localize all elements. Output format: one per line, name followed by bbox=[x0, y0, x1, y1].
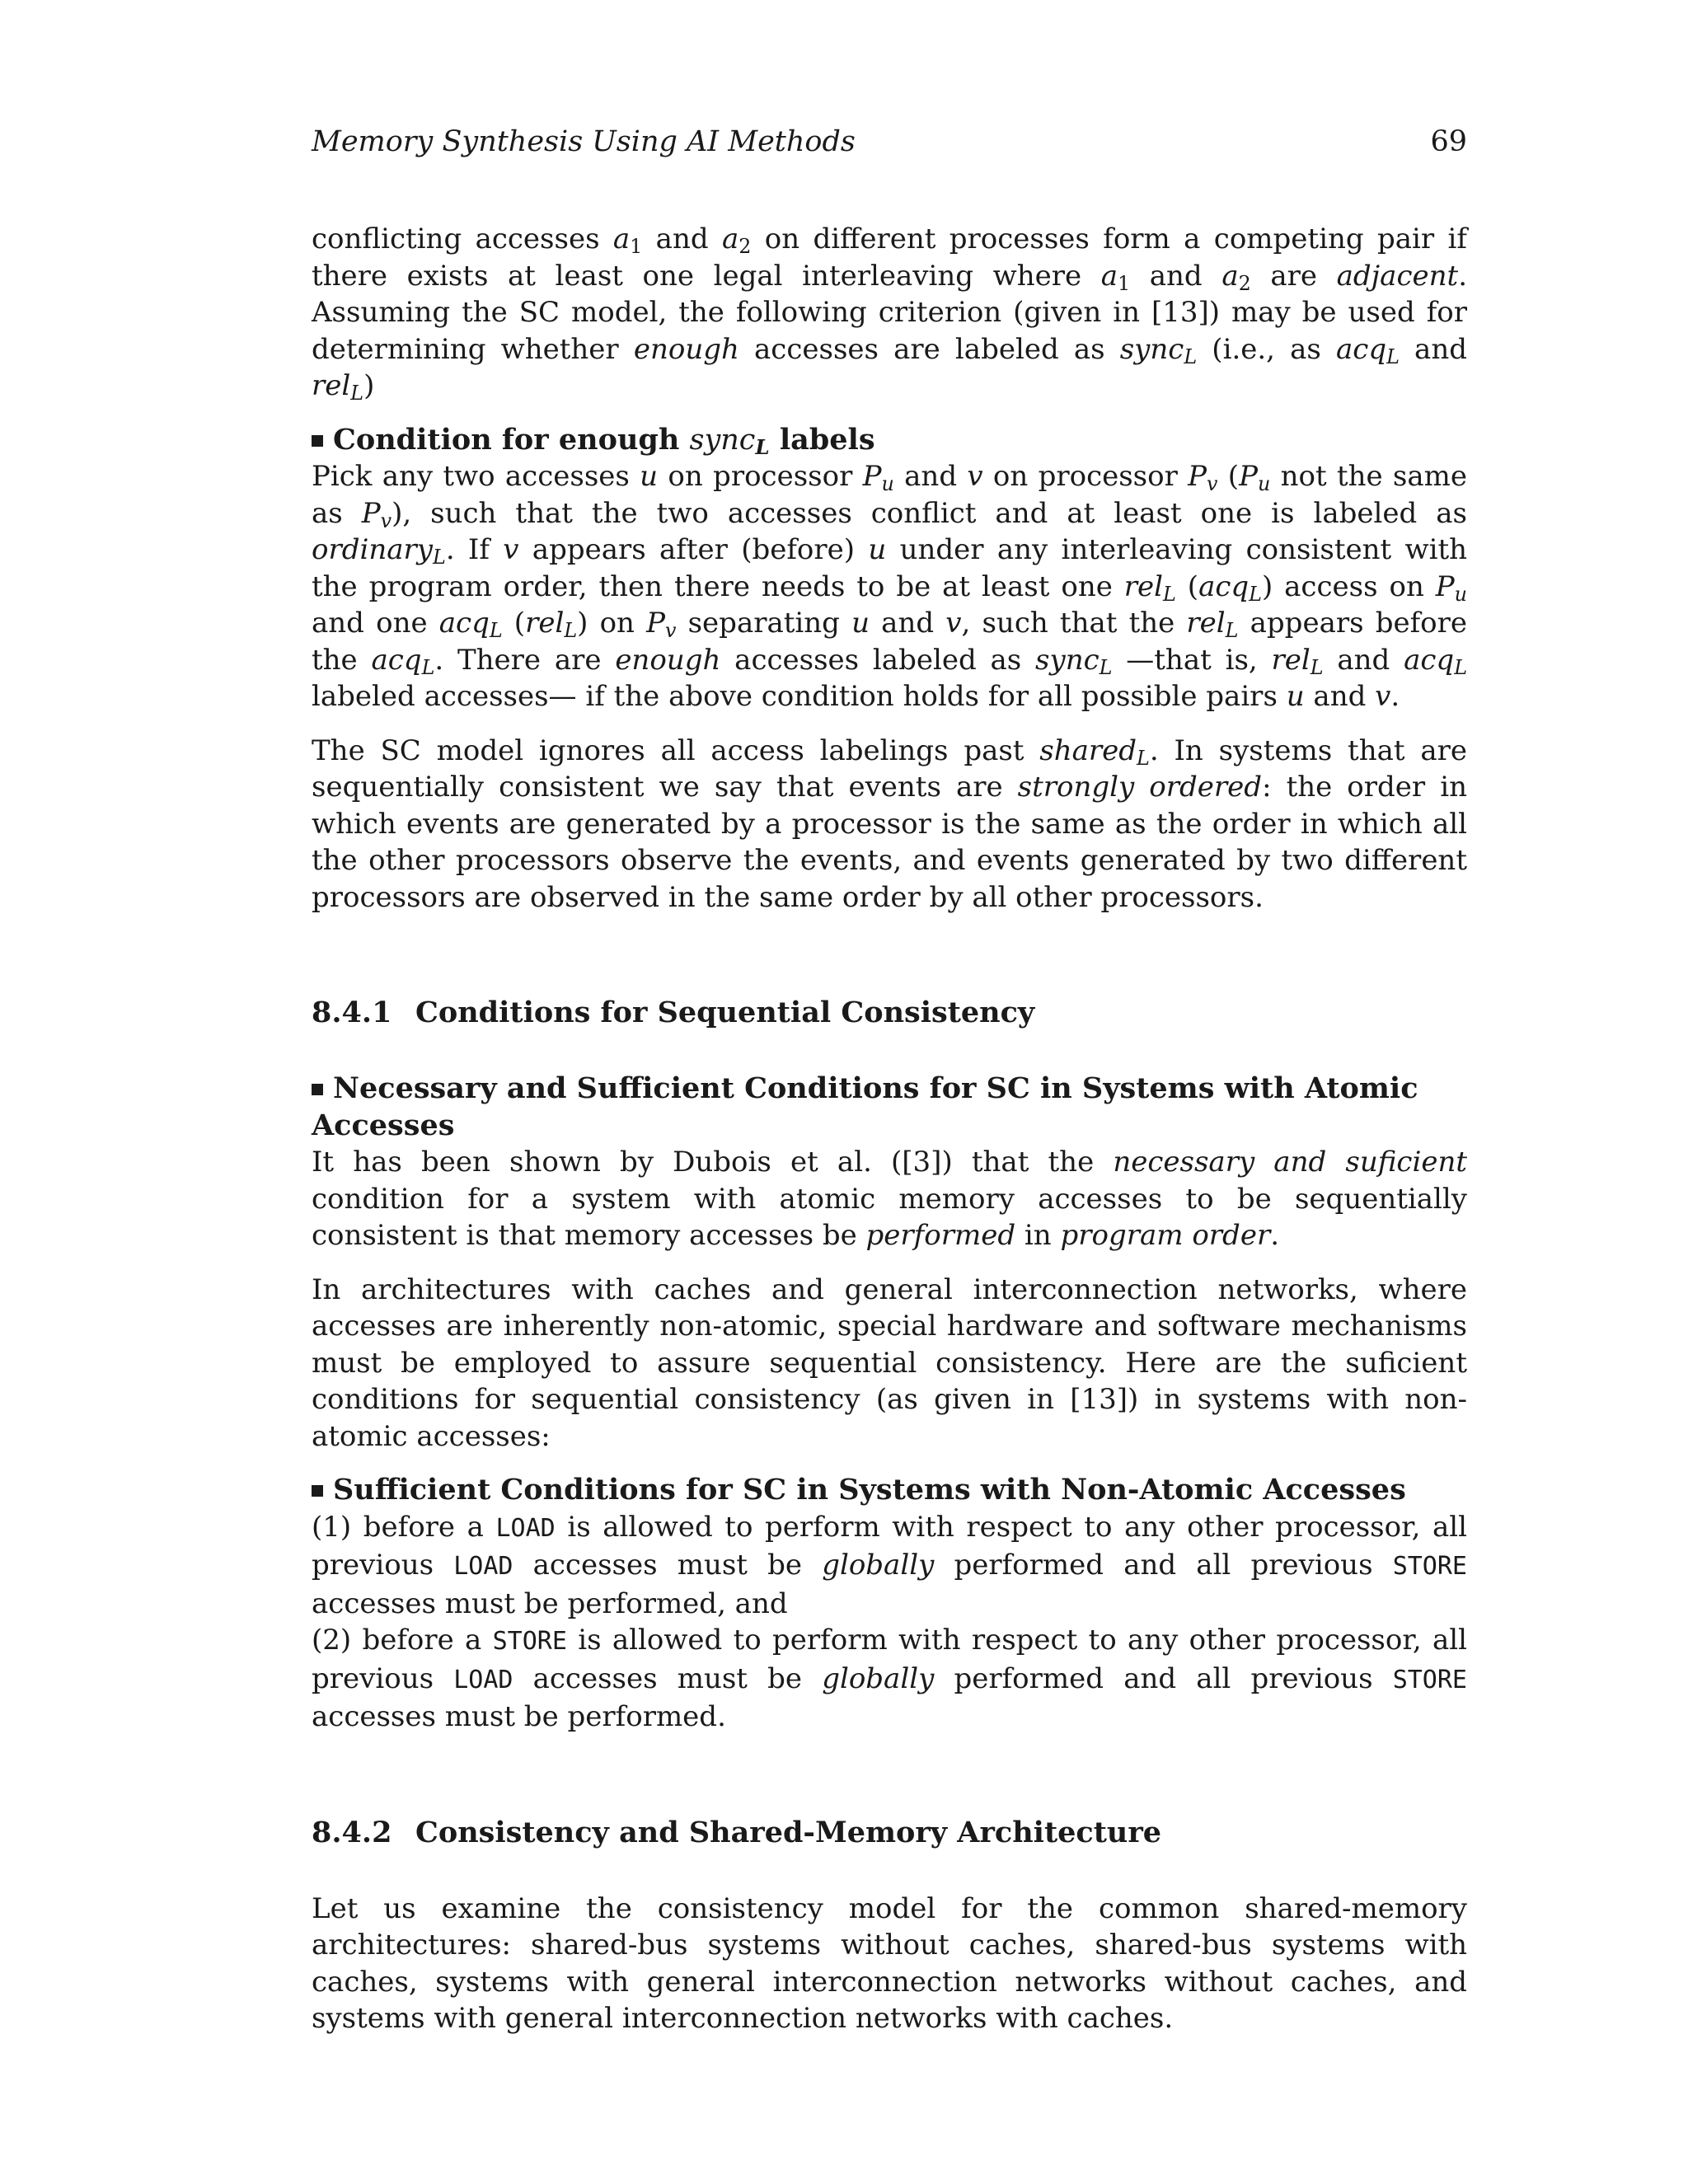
paragraph-architectures: Let us examine the consistency model for the common shared-memory architectures: shared-bus systems without caches, shared-bus systems with caches, systems with general interconnection networks without caches, and systems with general interconnection networks with caches. bbox=[312, 1891, 1467, 2035]
paragraph-non-atomic-intro: In architectures with caches and general interconnection networks, where accesses are inherently non-atomic, special hardware and software mechanisms must be employed to assure sequential consistency. Here are the suficient conditions for sequential consistency (as given in [13]) in systems with non-atomic accesses: bbox=[312, 1272, 1467, 1453]
condition-enough-sync-body: Pick any two accesses u on processor $P_u$ and v on processor $P_v$ ($P_u$ not the same as $P_v$), such that the two accesses conflict and at least one is labeled as ordinary$_L$. If v appears after (before) u under any interleaving consistent with the program order, then there needs to be at least one rel$_L$ (acq$_L$) access on $P_u$ and one acq$_L$ (rel$_L$) on $P_v$ separating u and v, such that the rel$_L$ appears before the acq$_L$. There are enough accesses labeled as sync$_L$ —that is, rel$_L$ and acq$_L$ labeled accesses— if the above condition holds for all possible pairs u and v. bbox=[312, 460, 1468, 713]
condition-nonatomic-item-2: (2) before a STORE is allowed to perform with respect to any other processor, all previous LOAD accesses must be globally performed and all previous STORE accesses must be performed. bbox=[312, 1624, 1467, 1733]
running-header bbox=[312, 124, 1467, 173]
condition-enough-sync-heading: Condition for enough sync$_L$ labels bbox=[312, 422, 1467, 459]
section-title: Conditions for Sequential Consistency bbox=[415, 996, 1035, 1029]
square-bullet-icon bbox=[312, 1485, 323, 1497]
section-number: 8.4.1 bbox=[312, 996, 392, 1029]
condition-atomic-block bbox=[312, 1071, 1467, 1254]
running-title: Memory Synthesis Using AI Methods bbox=[312, 125, 856, 158]
condition-nonatomic-item-1: (1) before a LOAD is allowed to perform with respect to any other processor, all previous LOAD accesses must be globally performed and all previous STORE accesses must be performed, and bbox=[312, 1510, 1467, 1620]
page-number: 69 bbox=[1430, 125, 1467, 158]
section-heading-8-4-2 bbox=[312, 1815, 1467, 1851]
section-heading-8-4-1 bbox=[312, 995, 1467, 1031]
paragraph-competing-pair: conflicting accesses $a_1$ and $a_2$ on different processes form a competing pair if there exists at least one legal interleaving where $a_1$ and $a_2$ are adjacent. Assuming the SC model, the following criterion (given in [13]) may be used for determining whether enough accesses are labeled as sync$_L$ (i.e., as acq$_L$ and rel$_L$) bbox=[312, 223, 1467, 405]
page-content bbox=[312, 124, 1467, 2037]
condition-nonatomic-heading: Sufficient Conditions for SC in Systems with Non-Atomic Accesses bbox=[312, 1472, 1467, 1509]
square-bullet-icon bbox=[312, 1084, 323, 1095]
condition-nonatomic-block bbox=[312, 1472, 1467, 1736]
paragraph-strongly-ordered: The SC model ignores all access labelings past shared$_L$. In systems that are sequentially consistent we say that events are strongly ordered: the order in which events are generated by a processor is the same as the order in which all the other processors observe the events, and events generated by two different processors are observed in the same order by all other processors. bbox=[312, 733, 1467, 914]
square-bullet-icon bbox=[312, 435, 323, 447]
condition-atomic-body: It has been shown by Dubois et al. ([3]) that the necessary and suficient condition for a system with atomic memory accesses to be sequentially consistent is that memory accesses be performed in program order. bbox=[312, 1146, 1468, 1252]
section-number: 8.4.2 bbox=[312, 1815, 392, 1849]
section-title: Consistency and Shared-Memory Architecture bbox=[415, 1815, 1162, 1849]
condition-enough-sync-block bbox=[312, 422, 1467, 715]
condition-atomic-heading: Necessary and Sufficient Conditions for SC in Systems with Atomic Accesses bbox=[312, 1071, 1418, 1142]
